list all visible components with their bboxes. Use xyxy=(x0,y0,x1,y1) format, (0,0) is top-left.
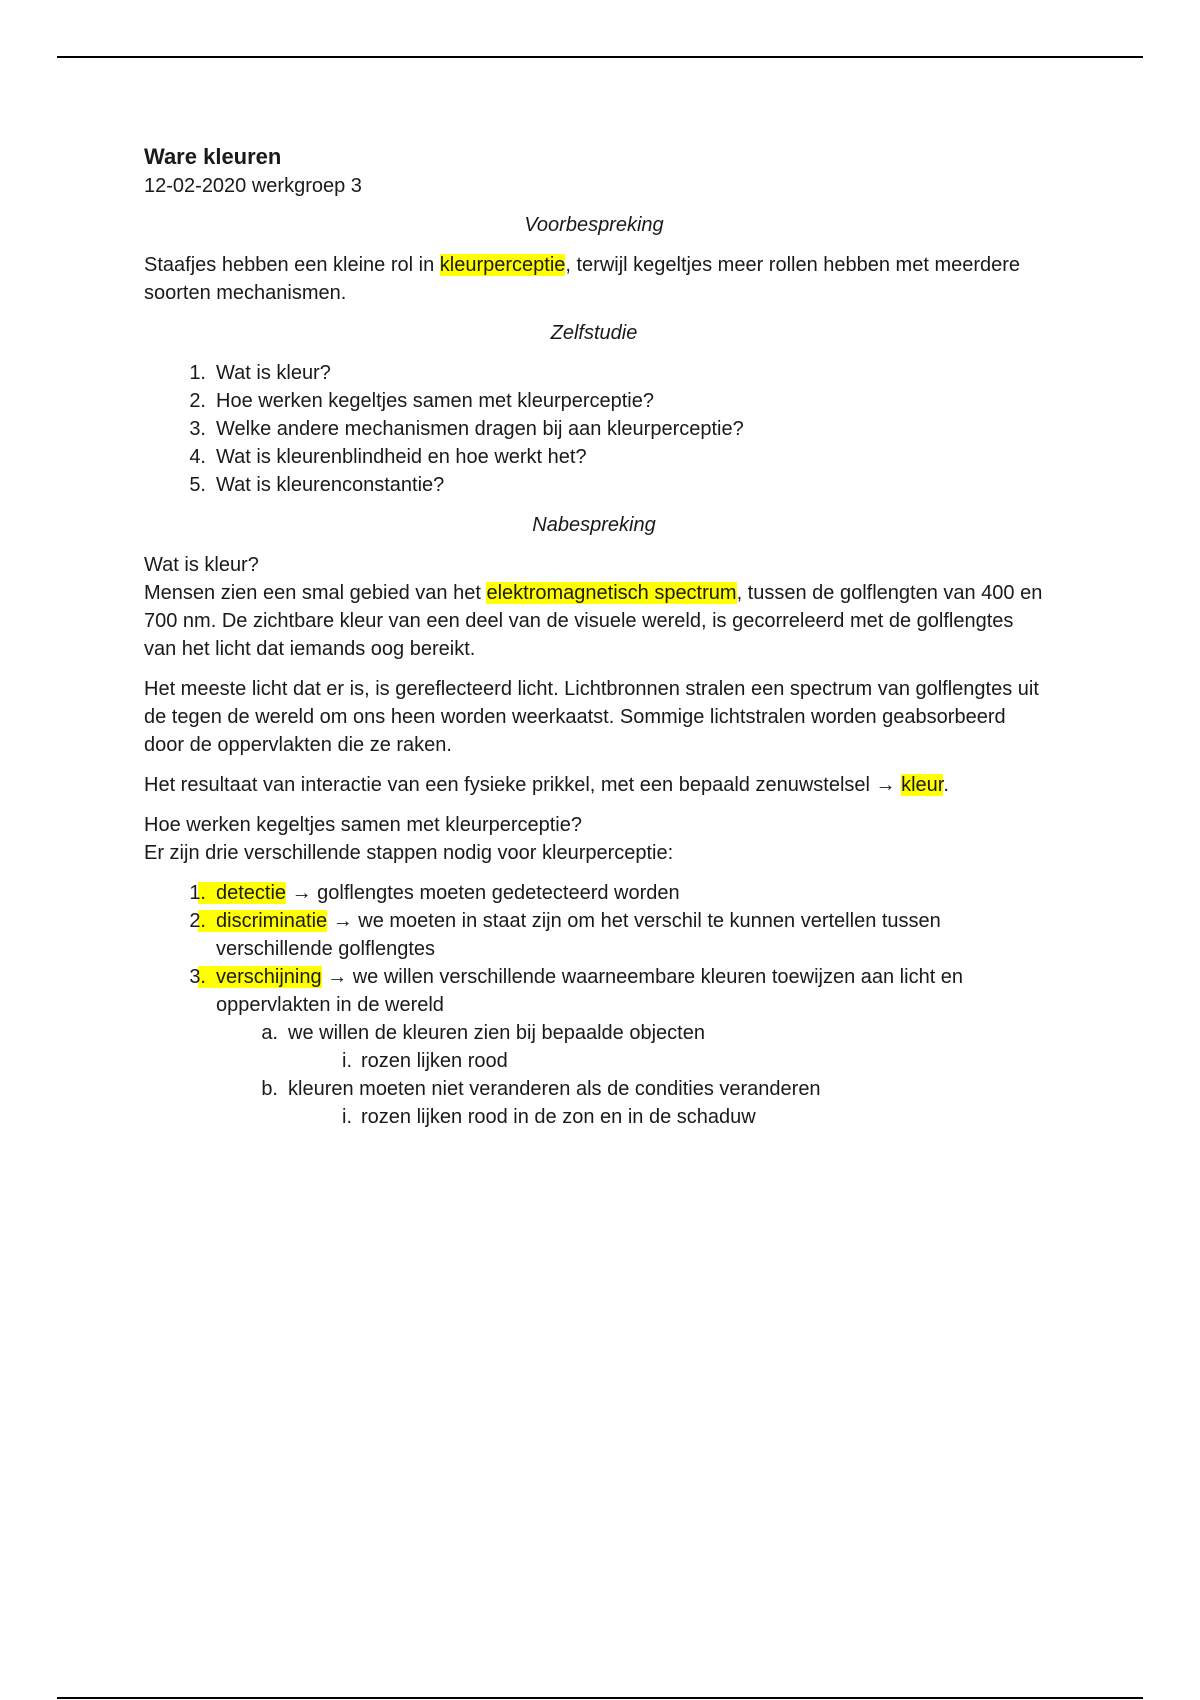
list-text: rozen lijken rood xyxy=(361,1050,508,1072)
heading-nabespreking: Nabespreking xyxy=(532,514,656,536)
list-number: i. xyxy=(342,1050,352,1072)
list-text: kleuren moeten niet veranderen als de condities veranderen xyxy=(288,1078,821,1100)
list-text: Wat is kleurenblindheid en hoe werkt het? xyxy=(216,446,587,468)
text: , tussen de golflengten van 400 en 700 nm. De zichtbare kleur van een deel van de visuele wereld, is gecorreleerd met de golflengtes van het licht dat iemands oog bereikt. xyxy=(144,582,1043,660)
text: Het resultaat van interactie van een fysieke prikkel, met een bepaald zenuwstelsel → xyxy=(144,774,902,796)
heading-zelfstudie: Zelfstudie xyxy=(550,322,638,344)
list-number: 1. xyxy=(189,882,206,904)
list-number: i. xyxy=(342,1106,352,1128)
list-item xyxy=(144,907,1044,963)
list-item xyxy=(144,471,1044,499)
list-text: Wat is kleur? xyxy=(216,362,331,384)
footer-rule xyxy=(57,1697,1143,1699)
list-text: Welke andere mechanismen dragen bij aan kleurperceptie? xyxy=(216,418,744,440)
text: Mensen zien een smal gebied van het xyxy=(144,582,487,604)
header-rule xyxy=(57,56,1143,58)
list-number: 4. xyxy=(189,446,206,468)
list-number: 2. xyxy=(189,390,206,412)
steps-intro: Er zijn drie verschillende stappen nodig voor kleurperceptie: xyxy=(144,842,674,864)
list-number: 3. xyxy=(189,418,206,440)
document-subtitle: 12-02-2020 werkgroep 3 xyxy=(144,175,362,197)
list-item xyxy=(144,879,1044,907)
text: , terwijl kegeltjes meer rollen hebben met meerdere soorten mechanismen. xyxy=(144,254,1021,304)
list-item xyxy=(144,1075,1044,1103)
list-item xyxy=(144,443,1044,471)
list-text: rozen lijken rood in de zon en in de schaduw xyxy=(361,1106,756,1128)
highlight-verschijning: verschijning xyxy=(198,966,322,988)
list-number: b. xyxy=(261,1078,278,1100)
list-text: → golflengtes moeten gedetecteerd worden xyxy=(286,882,680,904)
text: . xyxy=(943,774,949,796)
steps-list xyxy=(144,879,1044,1019)
heading-voorbespreking: Voorbespreking xyxy=(524,214,664,236)
text: Staafjes hebben een kleine rol in xyxy=(144,254,440,276)
sub-list xyxy=(144,1075,1044,1103)
highlight-kleurperceptie: kleurperceptie xyxy=(439,254,566,276)
list-text: → we willen verschillende waarneembare kleuren toewijzen aan licht en oppervlakten in de wereld xyxy=(216,966,964,1016)
sub-list xyxy=(144,1019,1044,1047)
document-page xyxy=(144,142,1044,1131)
list-item xyxy=(144,415,1044,443)
list-text: Hoe werken kegeltjes samen met kleurperceptie? xyxy=(216,390,654,412)
paragraph-spectrum xyxy=(144,579,1044,663)
paragraph-voorbespreking xyxy=(144,251,1044,307)
list-item xyxy=(144,963,1044,1019)
list-text: Wat is kleurenconstantie? xyxy=(216,474,445,496)
highlight-detectie: detectie xyxy=(198,882,286,904)
list-text: → we moeten in staat zijn om het verschil te kunnen vertellen tussen verschillende golflengtes xyxy=(216,910,941,960)
highlight-kleur: kleur xyxy=(901,774,944,796)
highlight-discriminatie: discriminatie xyxy=(198,910,327,932)
list-item xyxy=(144,359,1044,387)
sub-sub-list xyxy=(144,1047,1044,1075)
list-number: 3. xyxy=(189,966,206,988)
question-wat-is-kleur: Wat is kleur? xyxy=(144,554,259,576)
zelfstudie-list xyxy=(144,359,1044,499)
list-number: a. xyxy=(261,1022,278,1044)
paragraph-gereflecteerd-licht: Het meeste licht dat er is, is gereflecteerd licht. Lichtbronnen stralen een spectrum van golflengtes uit de tegen de wereld om ons heen worden weerkaatst. Sommige lichtstralen worden geabsorbeerd door de oppervlakten die ze raken. xyxy=(144,678,1039,756)
list-item xyxy=(144,1019,1044,1047)
list-number: 1. xyxy=(189,362,206,384)
list-item xyxy=(144,1047,1044,1075)
document-title: Ware kleuren xyxy=(144,144,282,169)
paragraph-resultaat xyxy=(144,771,1044,799)
sub-sub-list xyxy=(144,1103,1044,1131)
list-text: we willen de kleuren zien bij bepaalde objecten xyxy=(288,1022,705,1044)
list-item xyxy=(144,387,1044,415)
list-number: 2. xyxy=(189,910,206,932)
list-item xyxy=(144,1103,1044,1131)
question-kegeltjes: Hoe werken kegeltjes samen met kleurperceptie? xyxy=(144,814,582,836)
highlight-spectrum: elektromagnetisch spectrum xyxy=(486,582,737,604)
list-number: 5. xyxy=(189,474,206,496)
